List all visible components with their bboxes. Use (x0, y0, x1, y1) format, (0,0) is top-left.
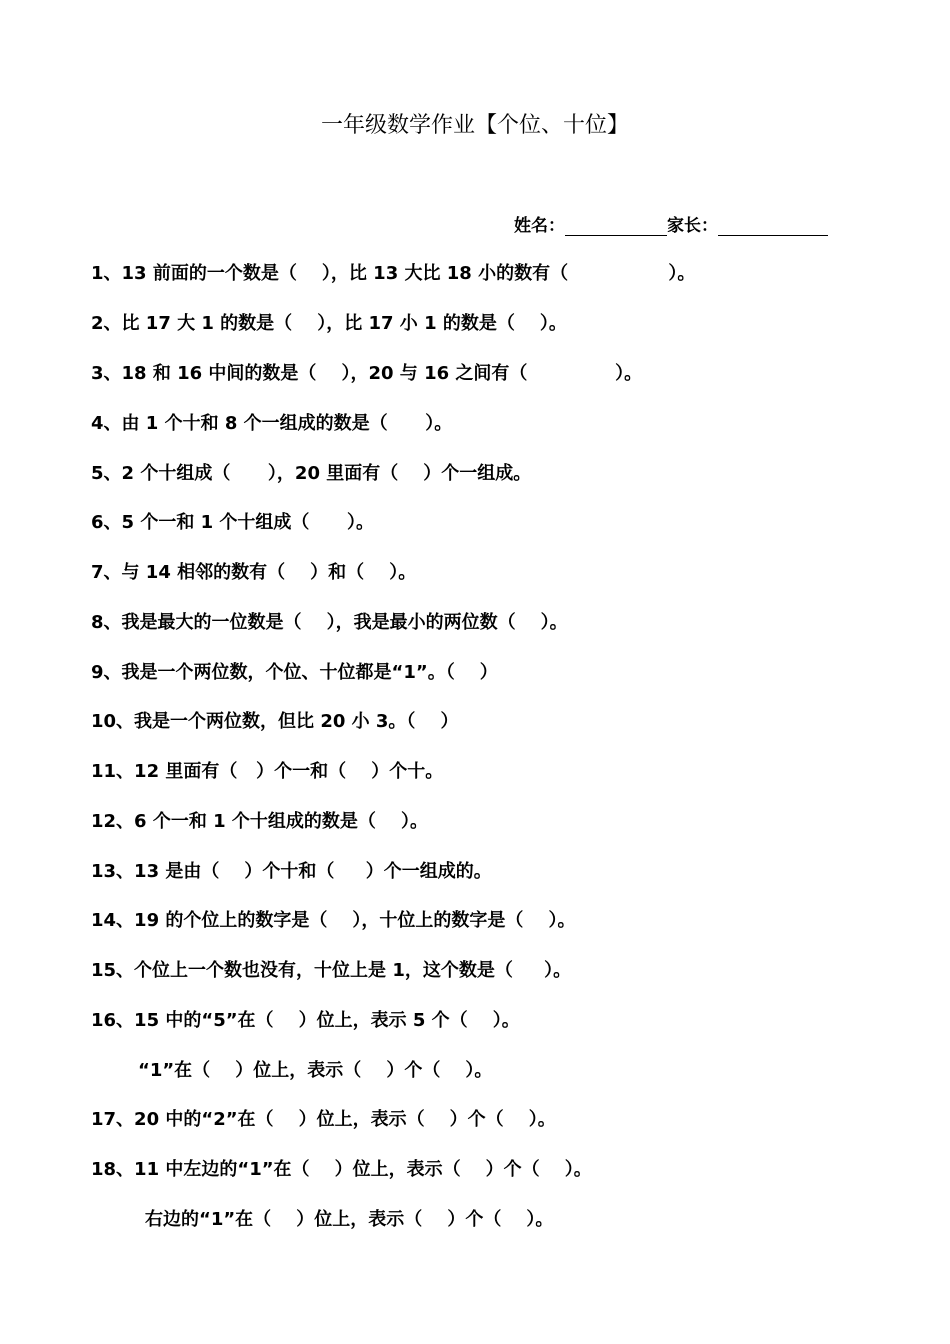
question-16: 16、15 中的“5”在（ ）位上，表示 5 个（ ）。 (91, 1010, 520, 1031)
question-5: 5、2 个十组成（ ），20 里面有（ ）个一组成。 (91, 463, 532, 484)
question-16-sub: “1”在（ ）位上，表示（ ）个（ ）。 (138, 1060, 493, 1081)
question-9: 9、我是一个两位数，个位、十位都是“1”。（ ） (91, 662, 498, 683)
question-2: 2、比 17 大 1 的数是（ ），比 17 小 1 的数是（ ）。 (91, 313, 567, 334)
question-6: 6、5 个一和 1 个十组成（ ）。 (91, 512, 374, 533)
question-8: 8、我是最大的一位数是（ ），我是最小的两位数（ ）。 (91, 612, 568, 633)
name-blank[interactable] (565, 215, 667, 236)
question-11: 11、12 里面有（ ）个一和（ ）个十。 (91, 761, 444, 782)
question-14: 14、19 的个位上的数字是（ ），十位上的数字是（ ）。 (91, 910, 576, 931)
name-label: 姓名： (514, 216, 565, 236)
name-parent-row (514, 211, 828, 236)
question-7: 7、与 14 相邻的数有（ ）和（ ）。 (91, 562, 417, 583)
question-4: 4、由 1 个十和 8 个一组成的数是（ ）。 (91, 413, 453, 434)
question-1: 1、13 前面的一个数是（ ），比 13 大比 18 小的数有（ ）。 (91, 263, 696, 284)
question-13: 13、13 是由（ ）个十和（ ）个一组成的。 (91, 861, 492, 882)
parent-label: 家长： (667, 216, 718, 236)
page-title: 一年级数学作业【个位、十位】 (320, 113, 629, 138)
question-18-sub: 右边的“1”在（ ）位上，表示（ ）个（ ）。 (145, 1209, 554, 1230)
question-12: 12、6 个一和 1 个十组成的数是（ ）。 (91, 811, 428, 832)
question-10: 10、我是一个两位数，但比 20 小 3。（ ） (91, 711, 459, 732)
question-18: 18、11 中左边的“1”在（ ）位上，表示（ ）个（ ）。 (91, 1159, 592, 1180)
parent-blank[interactable] (718, 215, 828, 236)
question-3: 3、18 和 16 中间的数是（ ），20 与 16 之间有（ ）。 (91, 363, 643, 384)
question-17: 17、20 中的“2”在（ ）位上，表示（ ）个（ ）。 (91, 1109, 556, 1130)
question-15: 15、个位上一个数也没有，十位上是 1，这个数是（ ）。 (91, 960, 572, 981)
